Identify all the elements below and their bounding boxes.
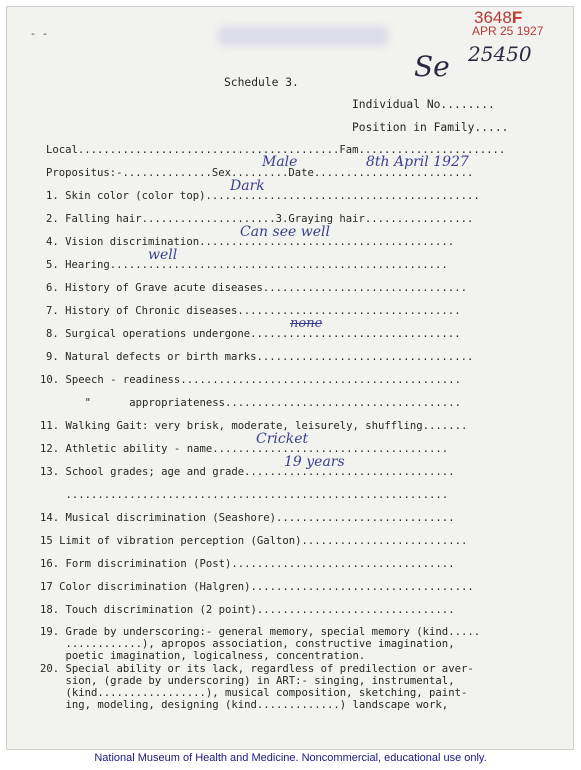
item-line: 12. Athletic ability - name.....................................: [40, 443, 449, 455]
item-line: ............................................................: [40, 489, 449, 501]
item-line: 16. Form discrimination (Post)...................................: [40, 558, 455, 570]
propositus-line: Propositus:-..............Sex.........Date.........................: [46, 167, 474, 179]
item-20-line: sion, (grade by underscoring) in ART:- singing, instrumental,: [40, 675, 455, 687]
handwritten-initials: Se: [414, 50, 450, 83]
item-line: 10. Speech - readiness............................................: [40, 374, 461, 386]
handwritten-number: 25450: [468, 42, 532, 66]
item-line: " appropriateness.....................................: [40, 397, 461, 409]
item-20-line: 20. Special ability or its lack, regardless of predilection or aver-: [40, 663, 474, 675]
item-answer: well: [148, 247, 178, 263]
date-answer: 8th April 1927: [366, 154, 469, 170]
item-line: 13. School grades; age and grade.................................: [40, 466, 455, 478]
position-in-family-field: Position in Family.....: [352, 121, 509, 134]
sex-answer: Male: [262, 154, 298, 170]
schedule-title: Schedule 3.: [224, 76, 299, 89]
item-line: 6. History of Grave acute diseases................................: [46, 282, 467, 294]
local-fam-line: Local.........................................Fam.......................: [46, 144, 506, 156]
item-line: 15 Limit of vibration perception (Galton)..........................: [40, 535, 468, 547]
item-line: 9. Natural defects or birth marks..................................: [46, 351, 474, 363]
redacted-name: [218, 26, 388, 46]
item-20-line: (kind.................), musical composition, sketching, paint-: [40, 687, 468, 699]
item-19-line: ............), apropos association, constructive imagination,: [40, 638, 455, 650]
item-19-line: poetic imagination, logicalness, concentration.: [40, 650, 366, 662]
stamp-date: APR 25 1927: [472, 24, 544, 38]
item-line: 18. Touch discrimination (2 point)...............................: [40, 604, 455, 616]
individual-no-field: Individual No........: [352, 98, 495, 111]
item-line: 17 Color discrimination (Halgren)...................................: [40, 581, 474, 593]
item-answer: 19 years: [284, 454, 345, 470]
corner-mark: - -: [30, 30, 49, 41]
item-line: 11. Walking Gait: very brisk, moderate, leisurely, shuffling.......: [40, 420, 468, 432]
item-line: 7. History of Chronic diseases...................................: [46, 305, 461, 317]
item-20-line: ing, modeling, designing (kind.............) landscape work,: [40, 699, 449, 711]
item-answer: Cricket: [256, 431, 309, 447]
item-answer: Dark: [230, 178, 265, 194]
item-line: 4. Vision discrimination........................................: [46, 236, 455, 248]
item-answer: Can see well: [240, 224, 330, 240]
item-answer: none: [290, 316, 323, 331]
item-line: 8. Surgical operations undergone.................................: [46, 328, 461, 340]
item-line: 2. Falling hair.....................3.Graying hair.................: [46, 213, 474, 225]
item-line: 14. Musical discrimination (Seashore)............................: [40, 512, 455, 524]
footer-credit: National Museum of Health and Medicine. Noncommercial, educational use only.: [94, 752, 487, 764]
item-19-line: 19. Grade by underscoring:- general memory, special memory (kind.....: [40, 626, 481, 638]
item-line: 5. Hearing.....................................................: [46, 259, 448, 271]
item-line: 1. Skin color (color top)...........................................: [46, 190, 480, 202]
stamp-number: 3648F: [474, 8, 523, 27]
